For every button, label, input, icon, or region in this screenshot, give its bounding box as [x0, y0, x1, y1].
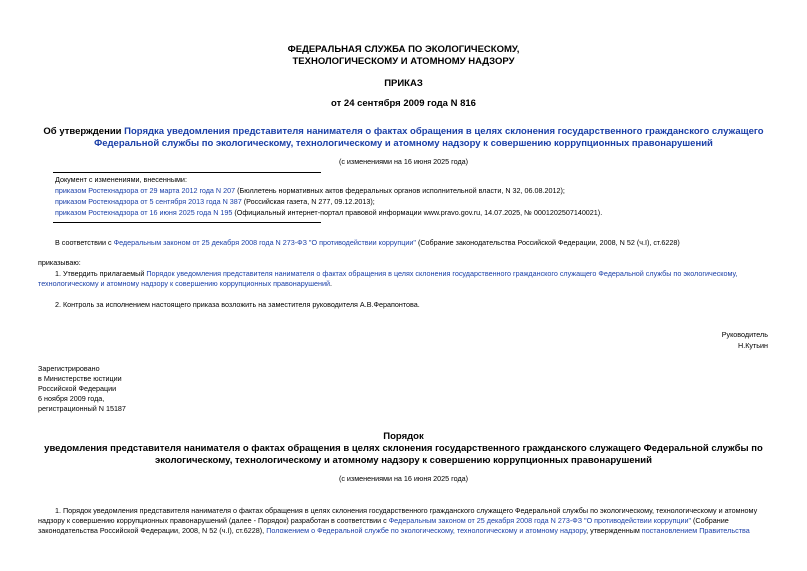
appendix-p1-text: надзору к совершению коррупционных правонарушений (далее - Порядок) разработан в соответствии с — [38, 516, 389, 525]
document-title-line1 — [0, 126, 807, 138]
amendment-item — [55, 197, 375, 207]
amendments-heading: Документ с изменениями, внесенными: — [55, 175, 187, 184]
document-title-line2 — [0, 138, 807, 150]
agency-name-line1: ФЕДЕРАЛЬНАЯ СЛУЖБА ПО ЭКОЛОГИЧЕСКОМУ, — [287, 44, 520, 55]
revision-note: (с изменениями на 16 июня 2025 года) — [338, 157, 469, 166]
procedure-link-cont[interactable]: технологическому и атомному надзору к совершению коррупционных правонарушений — [38, 279, 330, 288]
amendments-top-divider — [53, 172, 321, 173]
legal-basis-prefix: В соответствии с — [55, 238, 114, 247]
appendix-heading: Порядок — [383, 431, 424, 442]
appendix-paragraph-1-line2 — [38, 516, 768, 526]
amendment-source: (Официальный интернет-портал правовой информации www.pravo.gov.ru, 14.07.2025, № 0001202507140021). — [232, 208, 603, 217]
amendment-item — [55, 186, 565, 196]
order-item-1-cont — [38, 279, 332, 289]
title-procedure-link-cont[interactable]: Федеральной службы по экологическому, технологическому и атомному надзору к совершению коррупционных правонарушений — [94, 138, 713, 149]
appendix-p1-text: , утвержденным — [586, 526, 642, 535]
registration-line: Зарегистрировано — [38, 364, 100, 373]
amendments-bottom-divider — [53, 222, 321, 223]
agency-name-line2: ТЕХНОЛОГИЧЕСКОМУ И АТОМНОМУ НАДЗОРУ — [292, 56, 515, 67]
registration-line: 6 ноября 2009 года, — [38, 394, 105, 403]
document-type: ПРИКАЗ — [384, 78, 423, 89]
amendment-source: (Российская газета, N 277, 09.12.2013); — [241, 197, 375, 206]
amendment-item — [55, 208, 602, 218]
federal-law-link[interactable]: Федеральным законом от 25 декабря 2008 года N 273-ФЗ "О противодействии коррупции" — [113, 238, 416, 247]
appendix-paragraph-1-line1: 1. Порядок уведомления представителя нанимателя о фактах обращения в целях склонения государственного гражданского служащего Федеральной службы по экологическому, технологическому и атомному — [55, 506, 758, 515]
order-item-2: 2. Контроль за исполнением настоящего приказа возложить на заместителя руководителя А.В.Ферапонтова. — [55, 300, 420, 309]
order-item-1-prefix: 1. Утвердить прилагаемый — [55, 269, 147, 278]
title-prefix: Об утверждении — [43, 126, 125, 137]
registration-line: в Министерстве юстиции — [38, 374, 122, 383]
order-item-1 — [55, 269, 737, 279]
appendix-p1-text: законодательства Российской Федерации, 2008, N 52 (ч.I), ст.6228), — [38, 526, 267, 535]
legal-basis-source: (Собрание законодательства Российской Федерации, 2008, N 52 (ч.I), ст.6228) — [415, 238, 680, 247]
appendix-subtitle-line1: уведомления представителя нанимателя о фактах обращения в целях склонения государственного гражданского служащего Федеральной службы по — [44, 443, 763, 454]
appendix-subtitle-line2: экологическому, технологическому и атомному надзору к совершению коррупционных правонарушений — [155, 455, 652, 466]
procedure-link[interactable]: Порядок уведомления представителя нанимателя о фактах обращения в целях склонения государственного гражданского служащего Федеральной службы по экологическому, — [146, 269, 738, 278]
signature-name: Н.Кутьин — [738, 341, 768, 350]
amendment-source: (Бюллетень нормативных актов федеральных органов исполнительной власти, N 32, 06.08.2012); — [235, 186, 565, 195]
regulation-link[interactable]: Положением о Федеральной службе по экологическому, технологическому и атомному надзору — [266, 526, 587, 535]
government-decree-link[interactable]: постановлением Правительства — [641, 526, 750, 535]
amendment-link[interactable]: приказом Ростехнадзора от 16 июня 2025 года N 195 — [55, 208, 233, 217]
order-word: приказываю: — [38, 258, 81, 267]
amendment-link[interactable]: приказом Ростехнадзора от 29 марта 2012 года N 207 — [55, 186, 236, 195]
appendix-revision-note: (с изменениями на 16 июня 2025 года) — [338, 474, 469, 483]
amendment-link[interactable]: приказом Ростехнадзора от 5 сентября 2013 года N 387 — [55, 197, 242, 206]
document-date: от 24 сентября 2009 года N 816 — [331, 98, 476, 109]
registration-number: регистрационный N 15187 — [38, 404, 126, 413]
legal-basis-paragraph — [55, 238, 680, 248]
order-item-1-end: . — [329, 279, 332, 288]
title-procedure-link[interactable]: Порядка уведомления представителя нанимателя о фактах обращения в целях склонения государственного гражданского служащего — [124, 126, 764, 137]
appendix-paragraph-1-line3 — [38, 526, 768, 536]
appendix-federal-law-link[interactable]: Федеральным законом от 25 декабря 2008 года N 273-ФЗ "О противодействии коррупции" — [388, 516, 692, 525]
registration-line: Российской Федерации — [38, 384, 117, 393]
appendix-p1-text: (Собрание — [691, 516, 729, 525]
signature-position: Руководитель — [721, 330, 768, 339]
